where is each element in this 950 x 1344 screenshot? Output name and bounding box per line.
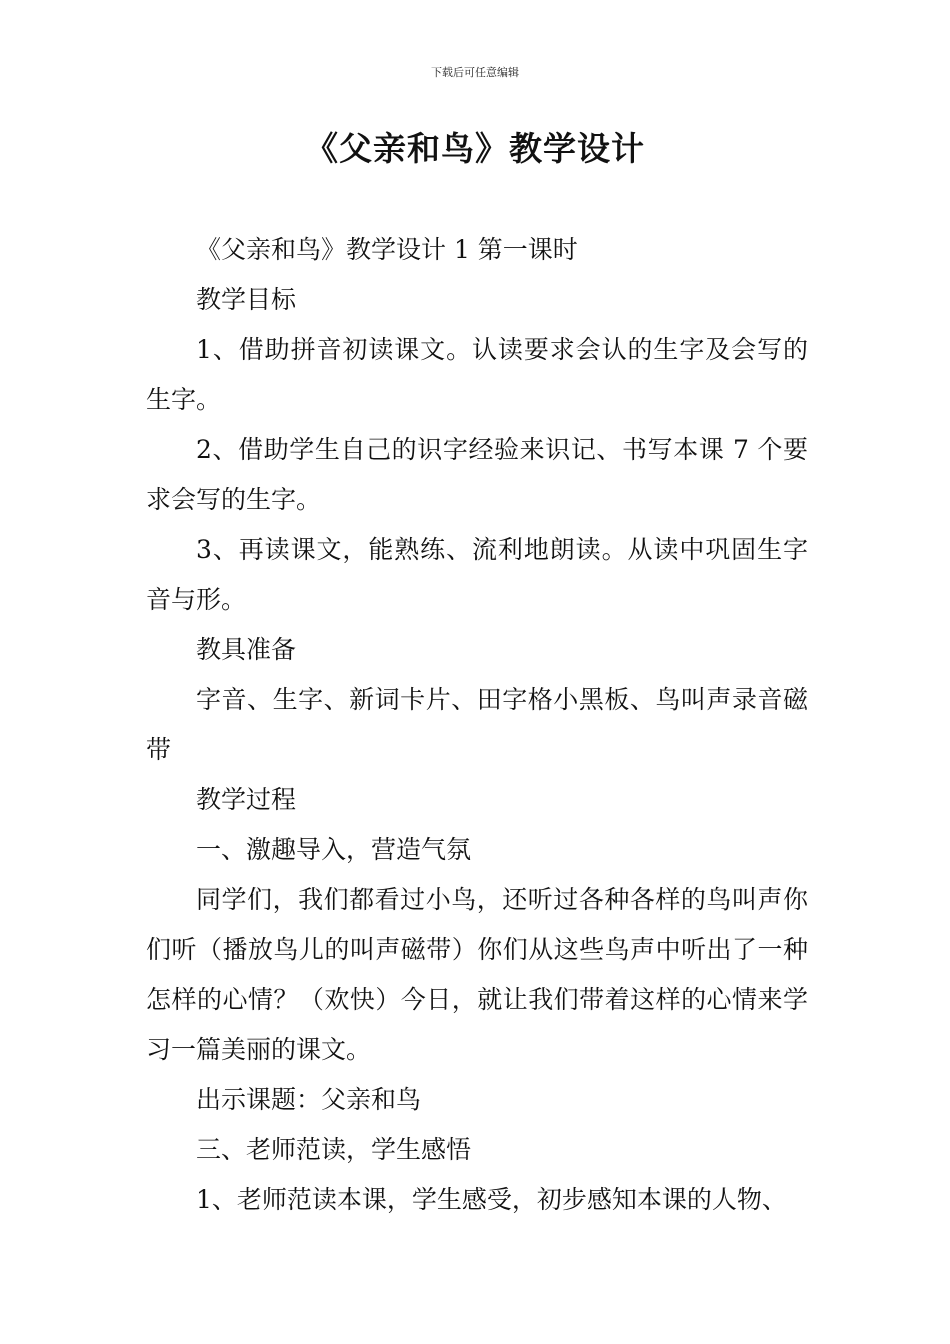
paragraph-goal-3: 3、再读课文，能熟练、流利地朗读。从读中巩固生字音与形。 <box>146 535 808 614</box>
header-note: 下载后可任意编辑 <box>431 66 519 79</box>
document-title: 《父亲和鸟》教学设计 <box>305 129 645 168</box>
paragraph-step-3-item-1: 1、老师范读本课，学生感受，初步感知本课的人物、 <box>196 1185 787 1214</box>
paragraph-step-3-heading: 三、老师范读，学生感悟 <box>196 1135 472 1164</box>
paragraph-step-1-body: 同学们，我们都看过小鸟，还听过各种各样的鸟叫声你们听（播放鸟儿的叫声磁带）你们从这些鸟声中听出了一种怎样的心情？（欢快）今日，就让我们带着这样的心情来学习一篇美丽的课文。 <box>146 885 808 1064</box>
paragraph-section-materials: 教具准备 <box>196 635 297 664</box>
paragraph-section-goals: 教学目标 <box>196 285 297 314</box>
paragraph-step-1-heading: 一、激趣导入，营造气氛 <box>196 835 472 864</box>
paragraph-goal-2: 2、借助学生自己的识字经验来识记、书写本课 7 个要求会写的生字。 <box>146 435 808 514</box>
paragraph-show-title: 出示课题：父亲和鸟 <box>196 1085 422 1114</box>
document-body <box>146 225 808 1225</box>
paragraph-lesson-heading: 《父亲和鸟》教学设计 1 第一课时 <box>196 235 578 264</box>
paragraph-materials-list: 字音、生字、新词卡片、田字格小黑板、鸟叫声录音磁带 <box>146 685 808 764</box>
paragraph-goal-1: 1、借助拼音初读课文。认读要求会认的生字及会写的生字。 <box>146 335 808 414</box>
paragraph-section-process: 教学过程 <box>196 785 297 814</box>
